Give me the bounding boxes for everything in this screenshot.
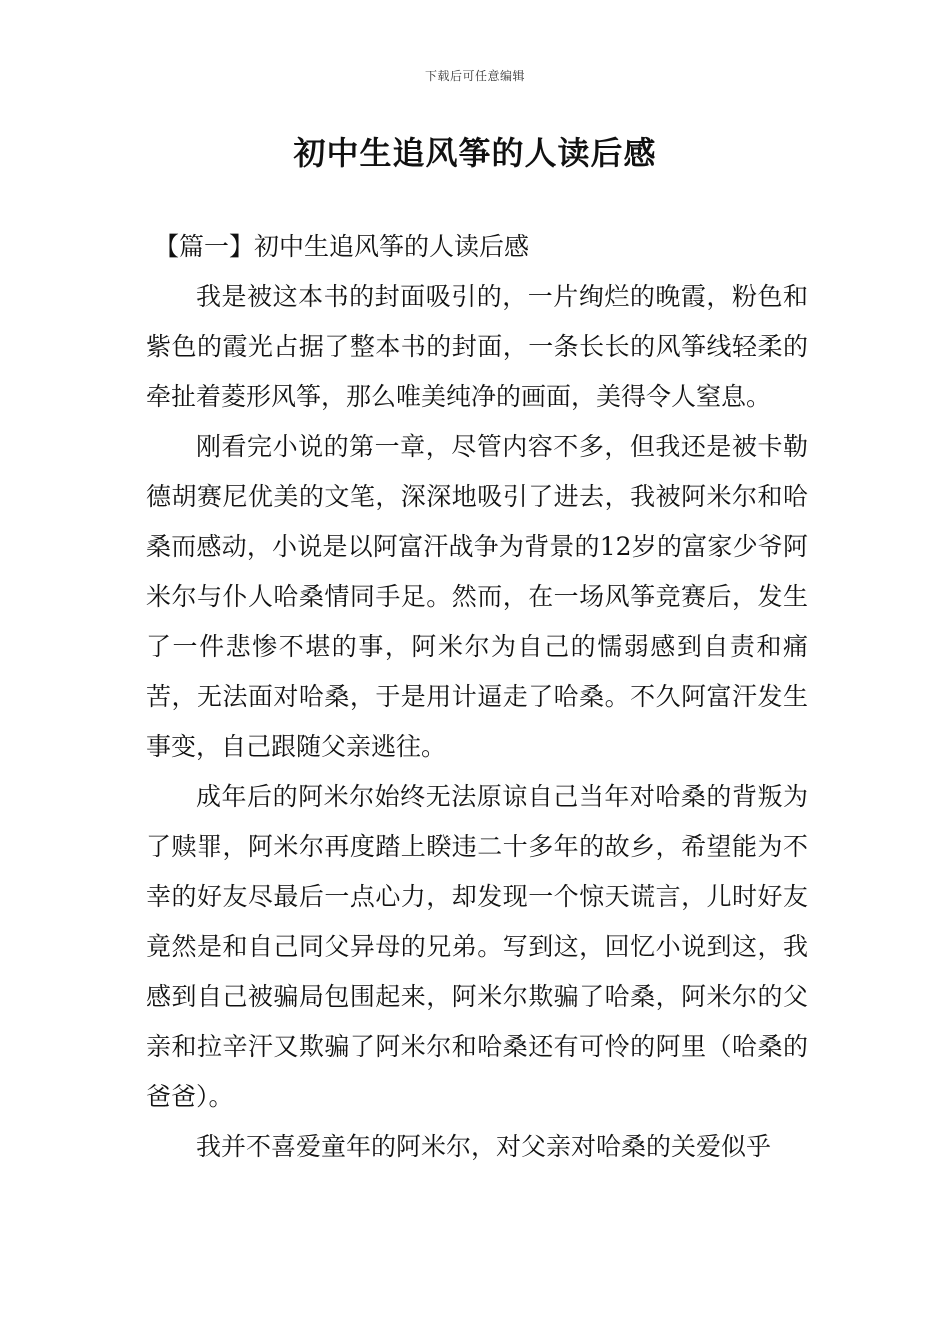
document-body: [146, 222, 808, 1172]
paragraph-4: 我并不喜爱童年的阿米尔，对父亲对哈桑的关爱似乎: [196, 1132, 772, 1161]
paragraph-3: 成年后的阿米尔始终无法原谅自己当年对哈桑的背叛为了赎罪，阿米尔再度踏上睽违二十多年的故乡，希望能为不幸的好友尽最后一点心力，却发现一个惊天谎言，儿时好友竟然是和自己同父异母的兄弟。写到这，回忆小说到这，我感到自己被骗局包围起来，阿米尔欺骗了哈桑，阿米尔的父亲和拉辛汗又欺骗了阿米尔和哈桑还有可怜的阿里（哈桑的爸爸）。: [146, 782, 808, 1111]
section-heading: 【篇一】初中生追风筝的人读后感: [154, 232, 530, 261]
paragraph-1: 我是被这本书的封面吸引的，一片绚烂的晚霞，粉色和紫色的霞光占据了整本书的封面，一条长长的风筝线轻柔的牵扯着菱形风筝，那么唯美纯净的画面，美得令人窒息。: [146, 282, 808, 411]
paragraph-2: 刚看完小说的第一章，尽管内容不多，但我还是被卡勒德胡赛尼优美的文笔，深深地吸引了进去，我被阿米尔和哈桑而感动，小说是以阿富汗战争为背景的12岁的富家少爷阿米尔与仆人哈桑情同手足。然而，在一场风筝竞赛后，发生了一件悲惨不堪的事，阿米尔为自己的懦弱感到自责和痛苦，无法面对哈桑，于是用计逼走了哈桑。不久阿富汗发生事变，自己跟随父亲逃往。: [146, 432, 808, 761]
document-title: 初中生追风筝的人读后感: [293, 134, 657, 172]
header-note: 下载后可任意编辑: [424, 69, 525, 83]
